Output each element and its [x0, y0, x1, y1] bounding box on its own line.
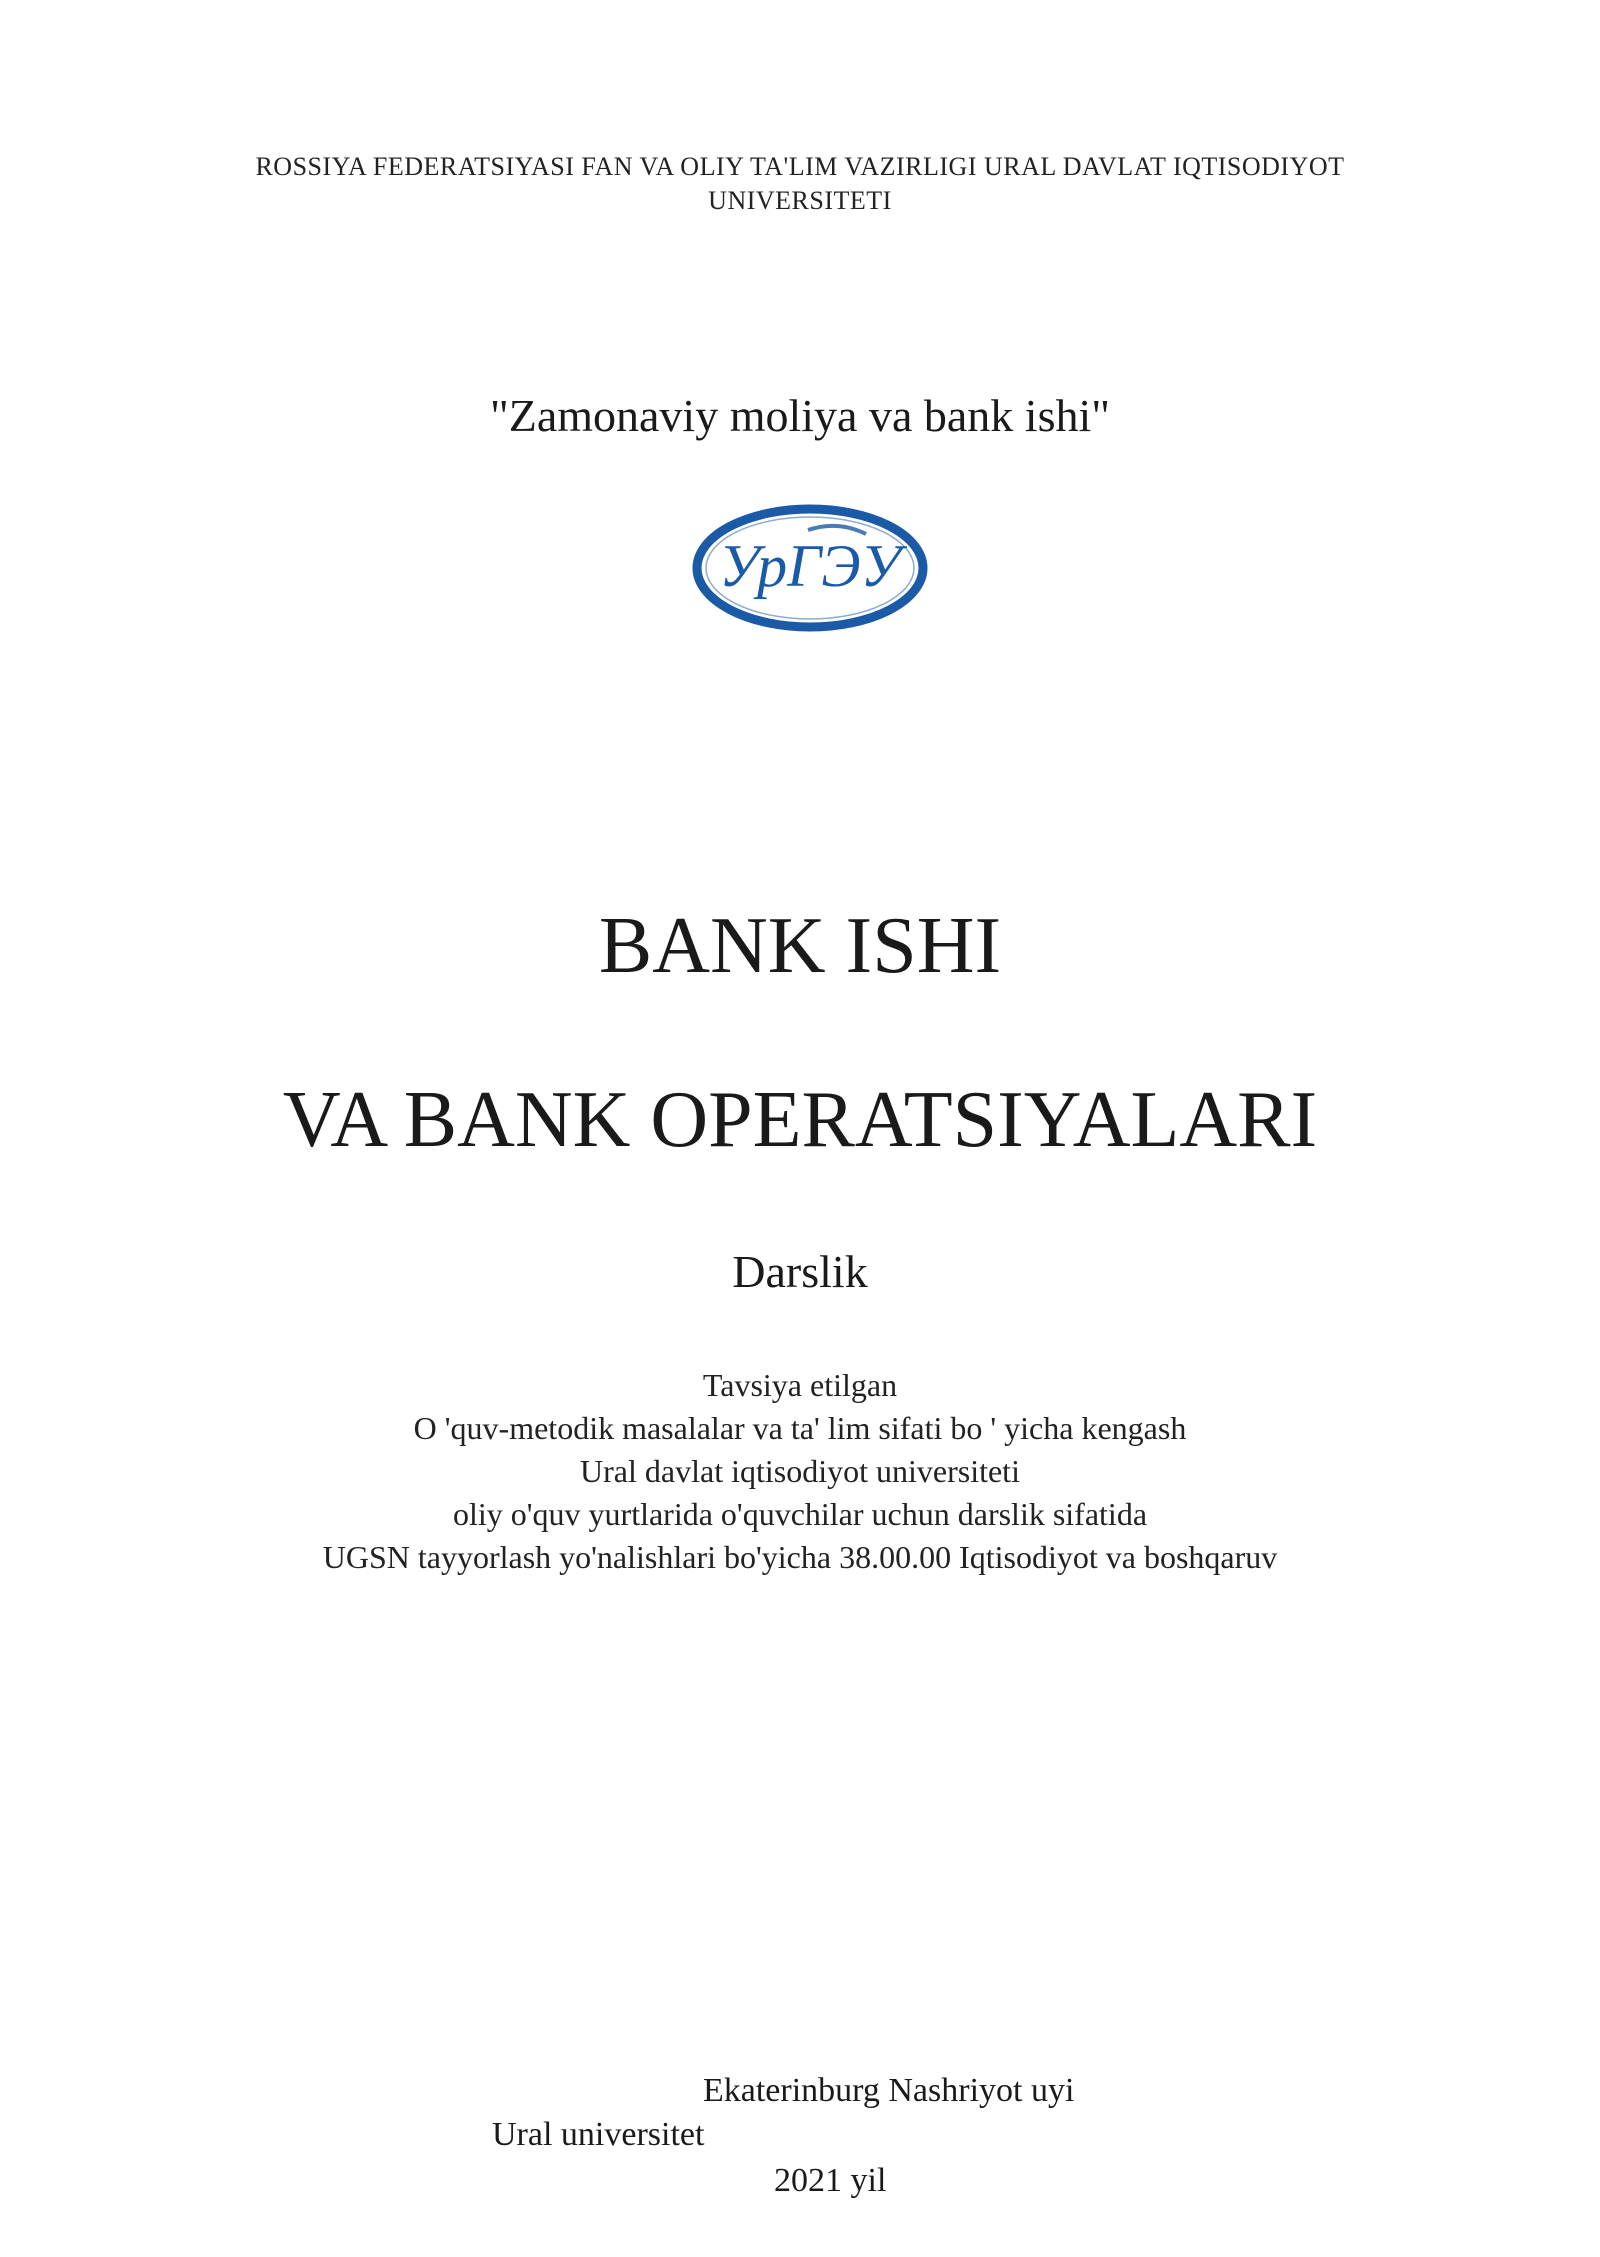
ministry-header-line1: ROSSIYA FEDERATSIYASI FAN VA OLIY TA'LIM VAZIRLIGI URAL DAVLAT IQTISODIYOT [255, 152, 1345, 181]
recommendation-line: O 'quv-metodik masalalar va ta' lim sifati bo ' yicha kengash [413, 1410, 1187, 1446]
recommendation-line: UGSN tayyorlash yo'nalishlari bo'yicha 38.00.00 Iqtisodiyot va boshqaruv [322, 1539, 1278, 1575]
logo-text: УрГЭУ [719, 533, 901, 599]
document-type: Darslik [732, 1246, 868, 1297]
ministry-header-line2: UNIVERSITETI [708, 186, 892, 215]
recommendation-line: oliy o'quv yurtlarida o'quvchilar uchun darslik sifatida [452, 1496, 1148, 1532]
series-title: "Zamonaviy moliya va bank ishi" [489, 390, 1111, 441]
book-title-line1: BANK ISHI [598, 902, 1002, 990]
publisher-house: Ekaterinburg Nashriyot uyi [703, 2072, 1075, 2109]
recommendation-block [0, 1364, 1600, 1579]
book-title-line2: VA BANK OPERATSIYALARI [282, 1076, 1318, 1164]
university-logo [688, 500, 932, 636]
usue-logo-icon [688, 500, 932, 636]
ministry-header [0, 150, 1600, 218]
publisher-university: Ural universitet [492, 2116, 705, 2153]
publication-year: 2021 yil [774, 2162, 887, 2199]
recommendation-line: Tavsiya etilgan [702, 1367, 898, 1403]
recommendation-line: Ural davlat iqtisodiyot universiteti [580, 1453, 1020, 1489]
